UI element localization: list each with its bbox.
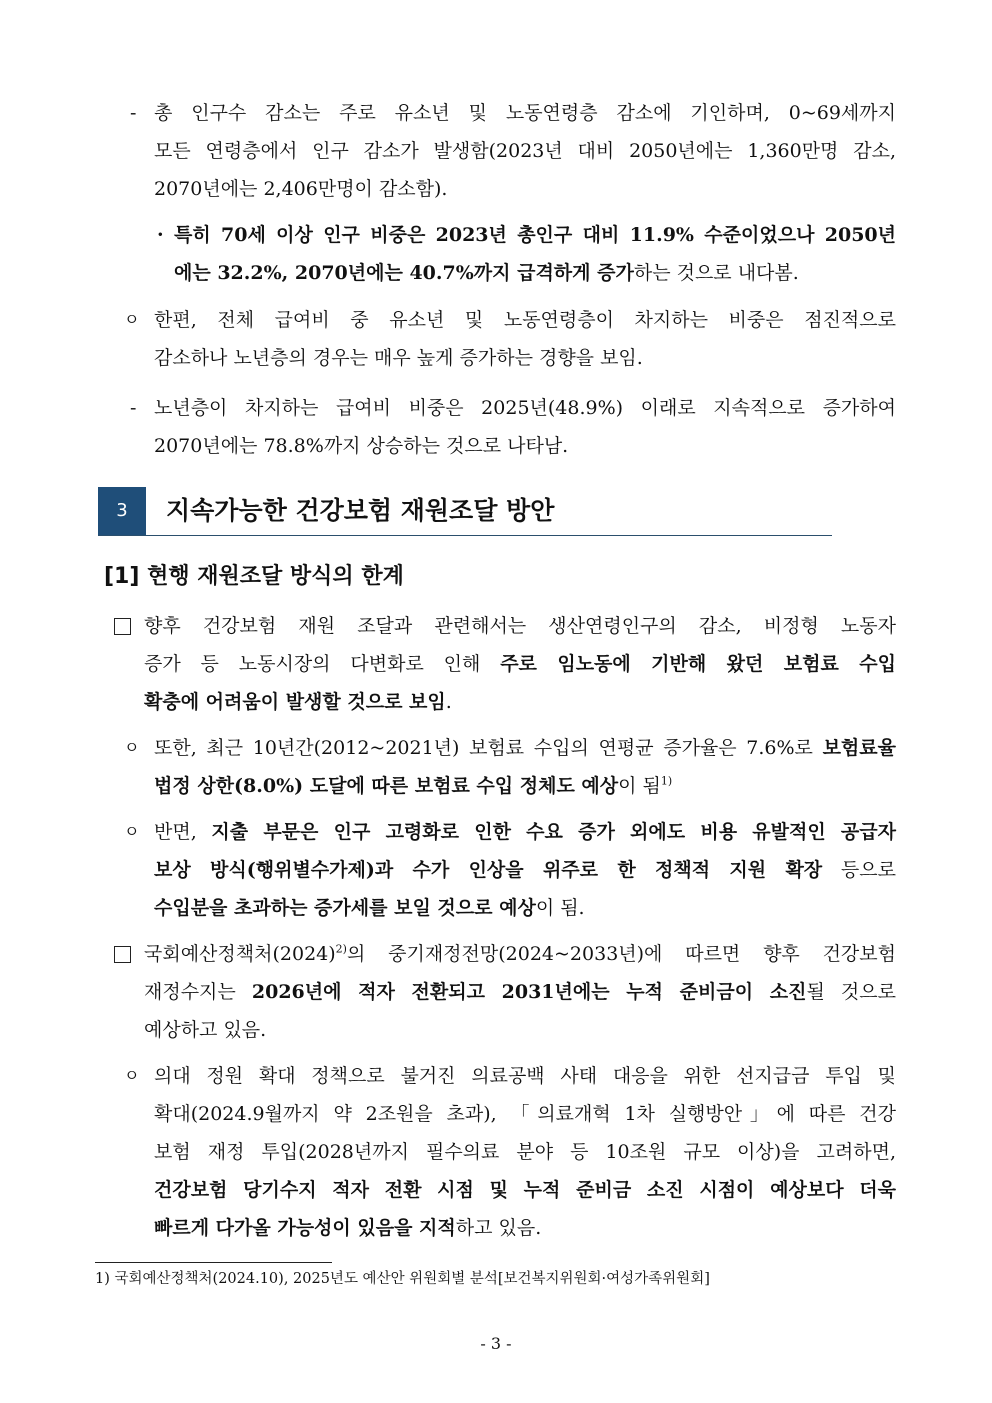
text-span: 이 됨 (618, 775, 661, 797)
paragraph-benefit-share (154, 301, 896, 377)
text-span: 등으로 (822, 859, 896, 881)
bold-text: 보험료율 (822, 737, 896, 759)
section-header (98, 487, 832, 536)
text-line: 의대 정원 확대 정책으로 불거진 의료공백 사태 대응을 위한 선지급금 투입 및 (154, 1065, 896, 1087)
paragraph-expenditure (154, 813, 896, 927)
circle-bullet: ㅇ (124, 738, 140, 757)
text-span: 재정수지는 (144, 981, 252, 1003)
text-span: 국회예산정책처(2024) (144, 943, 336, 965)
bold-text: 주로 임노동에 기반해 왔던 보험료 수입 (500, 653, 896, 675)
subsection-title: [1] 현행 재원조달 방식의 한계 (104, 564, 404, 589)
text-line: 예상하고 있음. (144, 1019, 267, 1041)
text-span: 될 것으로 (806, 981, 896, 1003)
section-title: 지속가능한 건강보험 재원조달 방안 (166, 496, 555, 525)
text-line: 향후 건강보험 재원 조달과 관련해서는 생산연령인구의 감소, 비정형 노동자 (144, 615, 896, 637)
checkbox-bullet (114, 618, 131, 635)
text-span: . (445, 691, 452, 713)
text-span: 하고 있음. (455, 1217, 542, 1239)
text-span: 이 됨. (535, 897, 585, 919)
bold-text: 지출 부문은 인구 고령화로 인한 수요 증가 외에도 비용 유발적인 공급자 (211, 821, 896, 843)
dash-bullet: - (130, 397, 137, 419)
paragraph-medical-reform (154, 1057, 896, 1247)
text-line: 2070년에는 2,406만명이 감소함). (154, 178, 448, 200)
bold-text: 빠르게 다가올 가능성이 있음을 지적 (154, 1217, 456, 1239)
circle-bullet: ㅇ (124, 1066, 140, 1085)
bold-text: 보상 방식(행위별수가제)과 수가 인상을 위주로 한 정책적 지원 확장 (154, 859, 823, 881)
text-line: 보험 재정 투입(2028년까지 필수의료 분야 등 10조원 규모 이상)을 고려하면, (154, 1141, 896, 1163)
text-span: 증가 등 노동시장의 다변화로 인해 (144, 653, 501, 675)
footnote-ref: 2) (335, 942, 347, 956)
bold-text: 확충에 어려움이 발생할 것으로 보임 (144, 691, 446, 713)
text-line: 확대(2024.9월까지 약 2조원을 초과), 「의료개혁 1차 실행방안」에 따른 건강 (154, 1103, 896, 1125)
paragraph-fiscal-outlook (144, 935, 896, 1049)
paragraph-elderly-share (174, 216, 896, 292)
checkbox-bullet (114, 946, 131, 963)
text-line: 총 인구수 감소는 주로 유소년 및 노동연령층 감소에 기인하며, 0~69세까지 (154, 102, 896, 124)
text-span: 하는 것으로 내다봄. (633, 262, 799, 284)
bold-text: 수입분을 초과하는 증가세를 보일 것으로 예상 (154, 897, 536, 919)
footnote-ref: 1) (660, 774, 673, 788)
dot-bullet: · (157, 224, 164, 246)
text-line: 감소하나 노년층의 경우는 매우 높게 증가하는 경향을 보임. (154, 347, 643, 369)
text-line: 한편, 전체 급여비 중 유소년 및 노동연령층이 차지하는 비중은 점진적으로 (154, 309, 896, 331)
page-number: - 3 - (480, 1334, 512, 1353)
text-line: 노년층이 차지하는 급여비 비중은 2025년(48.9%) 이래로 지속적으로 증가하여 (154, 397, 896, 419)
text-span: 또한, 최근 10년간(2012~2021년) 보험료 수입의 연평균 증가율은 7.6%로 (154, 737, 823, 759)
footnote-separator (95, 1262, 332, 1263)
text-span: 반면, (154, 821, 212, 843)
paragraph-elderly-benefit (154, 389, 896, 465)
paragraph-premium-growth (154, 729, 896, 805)
paragraph-population-decline (154, 94, 896, 208)
bold-text: 에는 32.2%, 2070년에는 40.7%까지 급격하게 증가 (174, 262, 634, 284)
paragraph-revenue-limit (144, 607, 896, 721)
bold-text: 특히 70세 이상 인구 비중은 2023년 총인구 대비 11.9% 수준이었으나 2050년 (174, 224, 896, 246)
text-line: 모든 연령층에서 인구 감소가 발생함(2023년 대비 2050년에는 1,360만명 감소, (154, 140, 896, 162)
bold-text: 법정 상한(8.0%) 도달에 따른 보험료 수입 정체도 예상 (154, 775, 619, 797)
text-line: 2070년에는 78.8%까지 상승하는 것으로 나타남. (154, 435, 569, 457)
bold-text: 2026년에 적자 전환되고 2031년에는 누적 준비금이 소진 (251, 981, 807, 1003)
text-span: 의 중기재정전망(2024~2033년)에 따르면 향후 건강보험 (346, 943, 896, 965)
section-number: 3 (98, 487, 146, 535)
bold-text: 건강보험 당기수지 적자 전환 시점 및 누적 준비금 소진 시점이 예상보다 더욱 (154, 1179, 896, 1201)
circle-bullet: ㅇ (124, 822, 140, 841)
footnote: 1) 국회예산정책처(2024.10), 2025년도 예산안 위원회별 분석[보건복지위원회·여성가족위원회] (95, 1271, 710, 1287)
circle-bullet: ㅇ (124, 310, 140, 329)
dash-bullet: - (130, 102, 137, 124)
